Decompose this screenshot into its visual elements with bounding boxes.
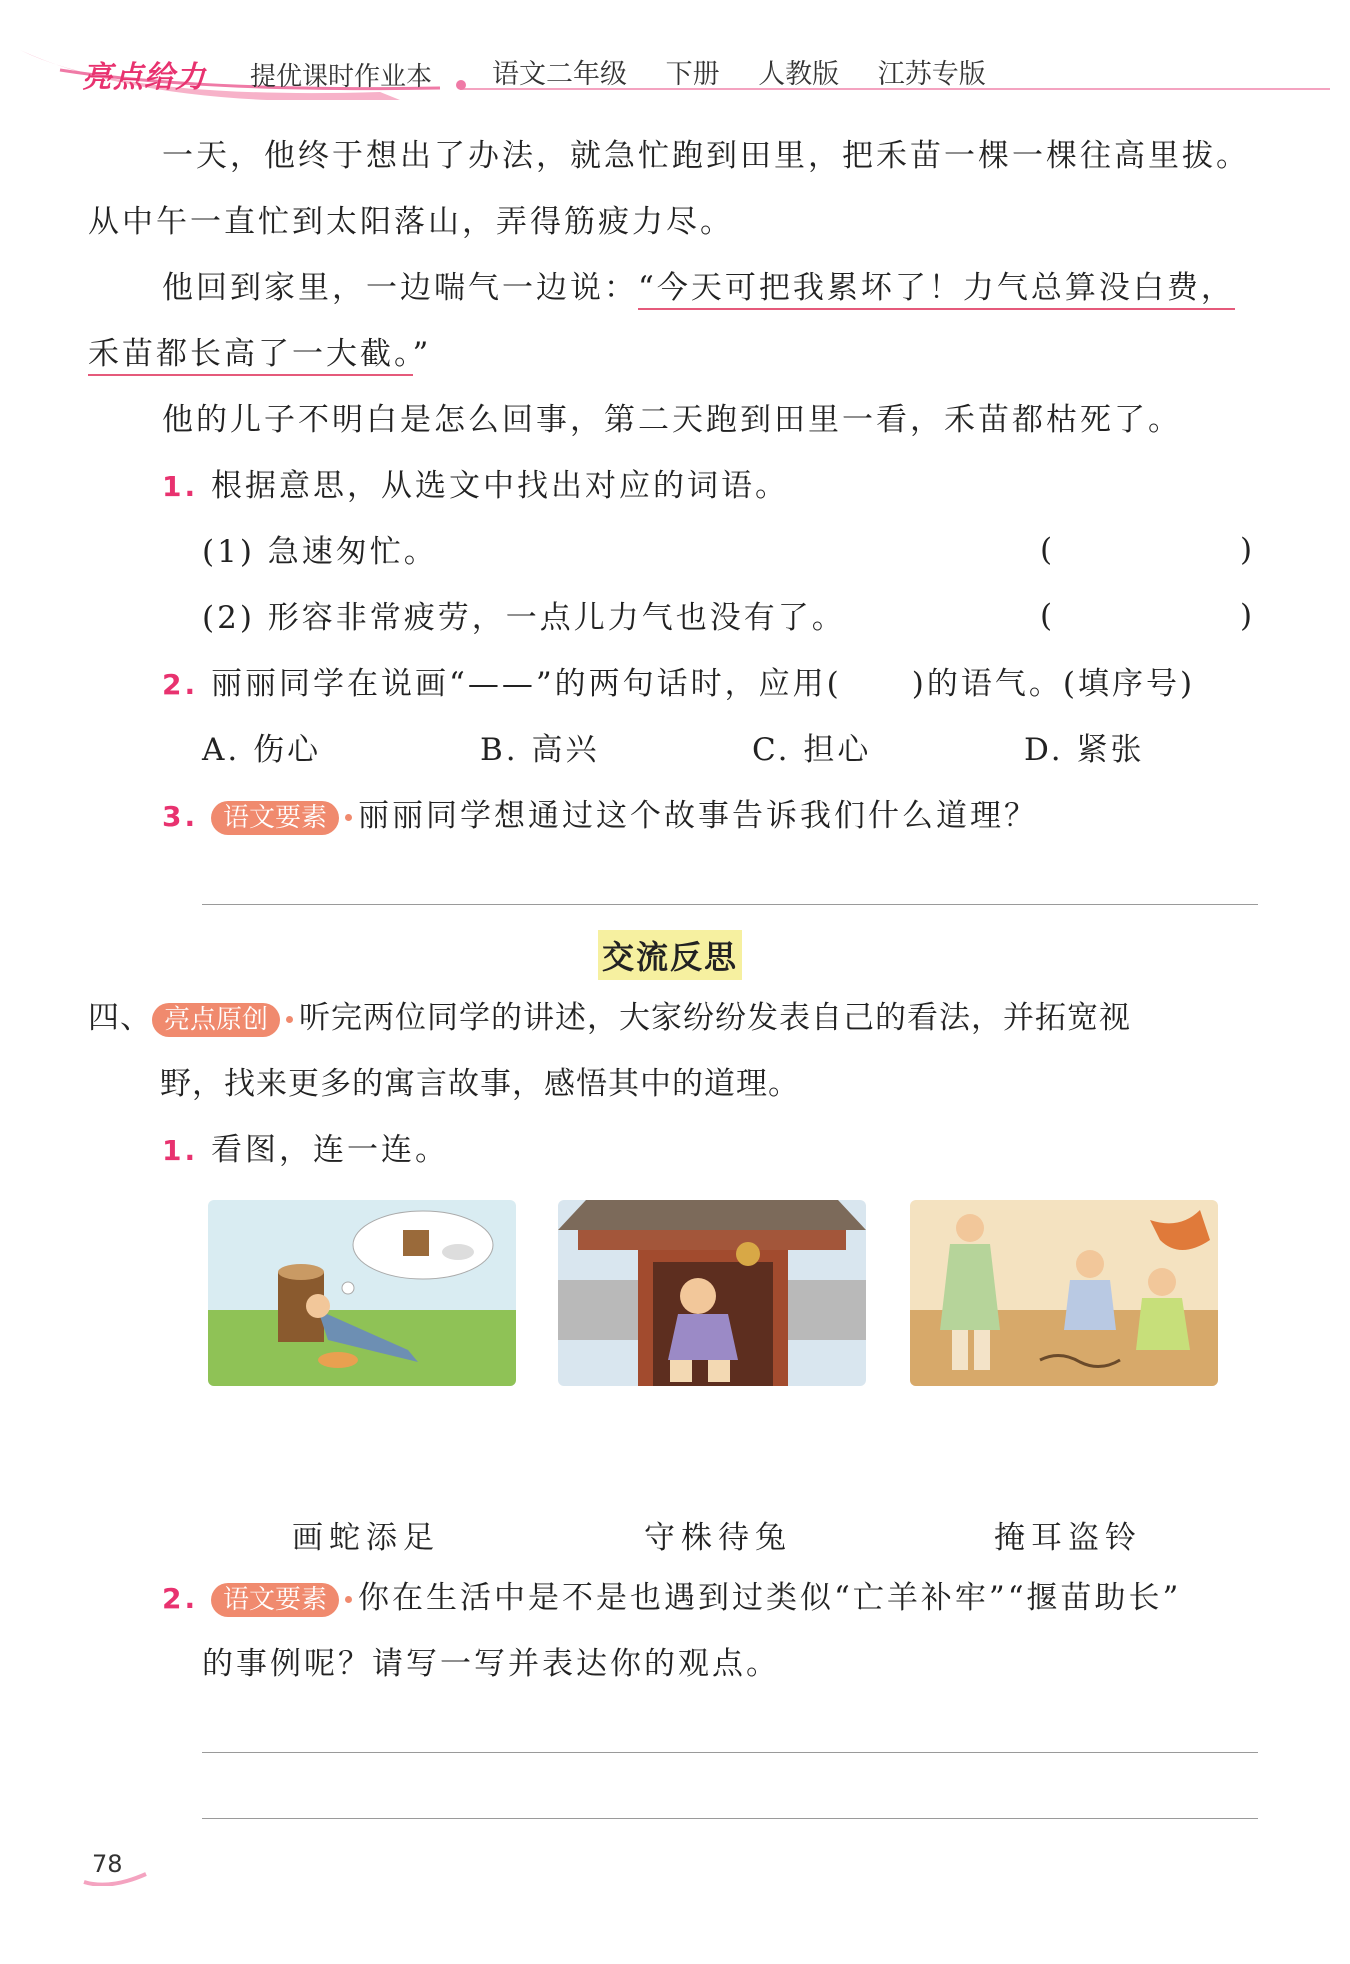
publisher: 人教版 — [758, 59, 840, 90]
header-dot-icon — [456, 80, 466, 90]
s4-question-2-text-1: 你在生活中是不是也遇到过类似“亡羊补牢”“揠苗助长” — [358, 1580, 1182, 1616]
option-c[interactable]: C. 担心 — [752, 732, 872, 768]
question-3-prompt: 丽丽同学想通过这个故事告诉我们什么道理？ — [358, 798, 1038, 834]
answer-blank-2-close: ) — [1240, 598, 1253, 634]
question-2-prompt-b: )的语气。(填序号) — [911, 666, 1196, 702]
book-meta — [492, 52, 1016, 91]
passage-p3: 他的儿子不明白是怎么回事，第二天跑到田里一看，禾苗都枯死了。 — [162, 402, 1182, 438]
passage-p2-line2 — [88, 334, 431, 374]
tag-dot-icon — [286, 1016, 293, 1023]
question-2 — [162, 664, 1195, 705]
s4-question-2-number: 2. — [162, 1582, 199, 1615]
question-1-item-2: (2) 形容非常疲劳，一点儿力气也没有了。 — [202, 600, 846, 636]
passage-p2-intro: 他回到家里，一边喘气一边说： — [162, 270, 638, 306]
idiom-1[interactable]: 画蛇添足 — [292, 1520, 440, 1556]
question-1-prompt: 根据意思，从选文中找出对应的词语。 — [210, 468, 789, 504]
question-3-number: 3. — [162, 800, 199, 833]
underlined-quote-2: 禾苗都长高了一大截。 — [88, 336, 413, 376]
subject: 语文二年级 — [492, 59, 627, 90]
answer-line-1[interactable] — [202, 1752, 1258, 1753]
question-1-item-1: (1) 急速匆忙。 — [202, 534, 438, 570]
passage-p1-line1: 一天，他终于想出了办法，就急忙跑到田里，把禾苗一棵一棵往高里拔。 — [162, 138, 1250, 174]
series-title: 提优课时作业本 — [250, 62, 433, 92]
tag-badge: 语文要素 — [211, 1583, 339, 1617]
passage-p1-line2: 从中午一直忙到太阳落山，弄得筋疲力尽。 — [88, 204, 734, 240]
s4-question-1 — [162, 1130, 449, 1171]
idiom-3[interactable]: 掩耳盗铃 — [994, 1520, 1142, 1556]
section-4-line2: 野，找来更多的寓言故事，感悟其中的道理。 — [160, 1066, 800, 1102]
quote-close: ” — [412, 336, 432, 372]
section-title: 交流反思 — [598, 930, 742, 980]
option-a[interactable]: A. 伤心 — [202, 732, 322, 768]
question-2-number: 2. — [162, 668, 199, 701]
tag-dot-icon — [345, 814, 352, 821]
s4-question-2 — [162, 1578, 1181, 1619]
question-3 — [162, 796, 1038, 837]
passage-p2-line1 — [162, 268, 1235, 308]
answer-blank-2-open[interactable]: ( — [1040, 598, 1053, 634]
volume: 下册 — [665, 59, 720, 90]
question-1 — [162, 466, 789, 507]
section-4-label: 四、 — [88, 1000, 152, 1036]
idiom-2[interactable]: 守株待兔 — [644, 1520, 792, 1556]
section-4-text-1: 听完两位同学的讲述，大家纷纷发表自己的看法，并拓宽视 — [299, 1000, 1132, 1036]
page-number: 78 — [92, 1850, 123, 1878]
answer-line-q3[interactable] — [202, 904, 1258, 905]
s4-question-1-prompt: 看图，连一连。 — [210, 1132, 449, 1168]
answer-blank-1-open[interactable]: ( — [1040, 532, 1053, 568]
tag-dot-icon — [345, 1596, 352, 1603]
tag-badge: 语文要素 — [211, 801, 339, 835]
option-d[interactable]: D. 紧张 — [1024, 732, 1145, 768]
question-1-number: 1. — [162, 470, 199, 503]
original-tag-badge: 亮点原创 — [152, 1003, 280, 1037]
answer-blank-1-close: ) — [1240, 532, 1253, 568]
answer-line-2[interactable] — [202, 1818, 1258, 1819]
brand-logo: 亮点给力 — [82, 60, 206, 95]
section-4-line1 — [88, 998, 1131, 1038]
region: 江苏专版 — [877, 59, 986, 90]
s4-question-1-number: 1. — [162, 1134, 199, 1167]
option-b[interactable]: B. 高兴 — [480, 732, 600, 768]
illustration-drawing-snake[interactable] — [910, 1200, 1218, 1386]
question-2-prompt-a: 丽丽同学在说画“——”的两句话时，应用( — [210, 666, 842, 702]
illustration-covering-ears[interactable] — [558, 1200, 866, 1386]
illustration-waiting-by-stump[interactable] — [208, 1200, 516, 1386]
s4-question-2-line2: 的事例呢？请写一写并表达你的观点。 — [202, 1646, 780, 1682]
underlined-quote-1: “今天可把我累坏了！力气总算没白费， — [638, 270, 1235, 310]
